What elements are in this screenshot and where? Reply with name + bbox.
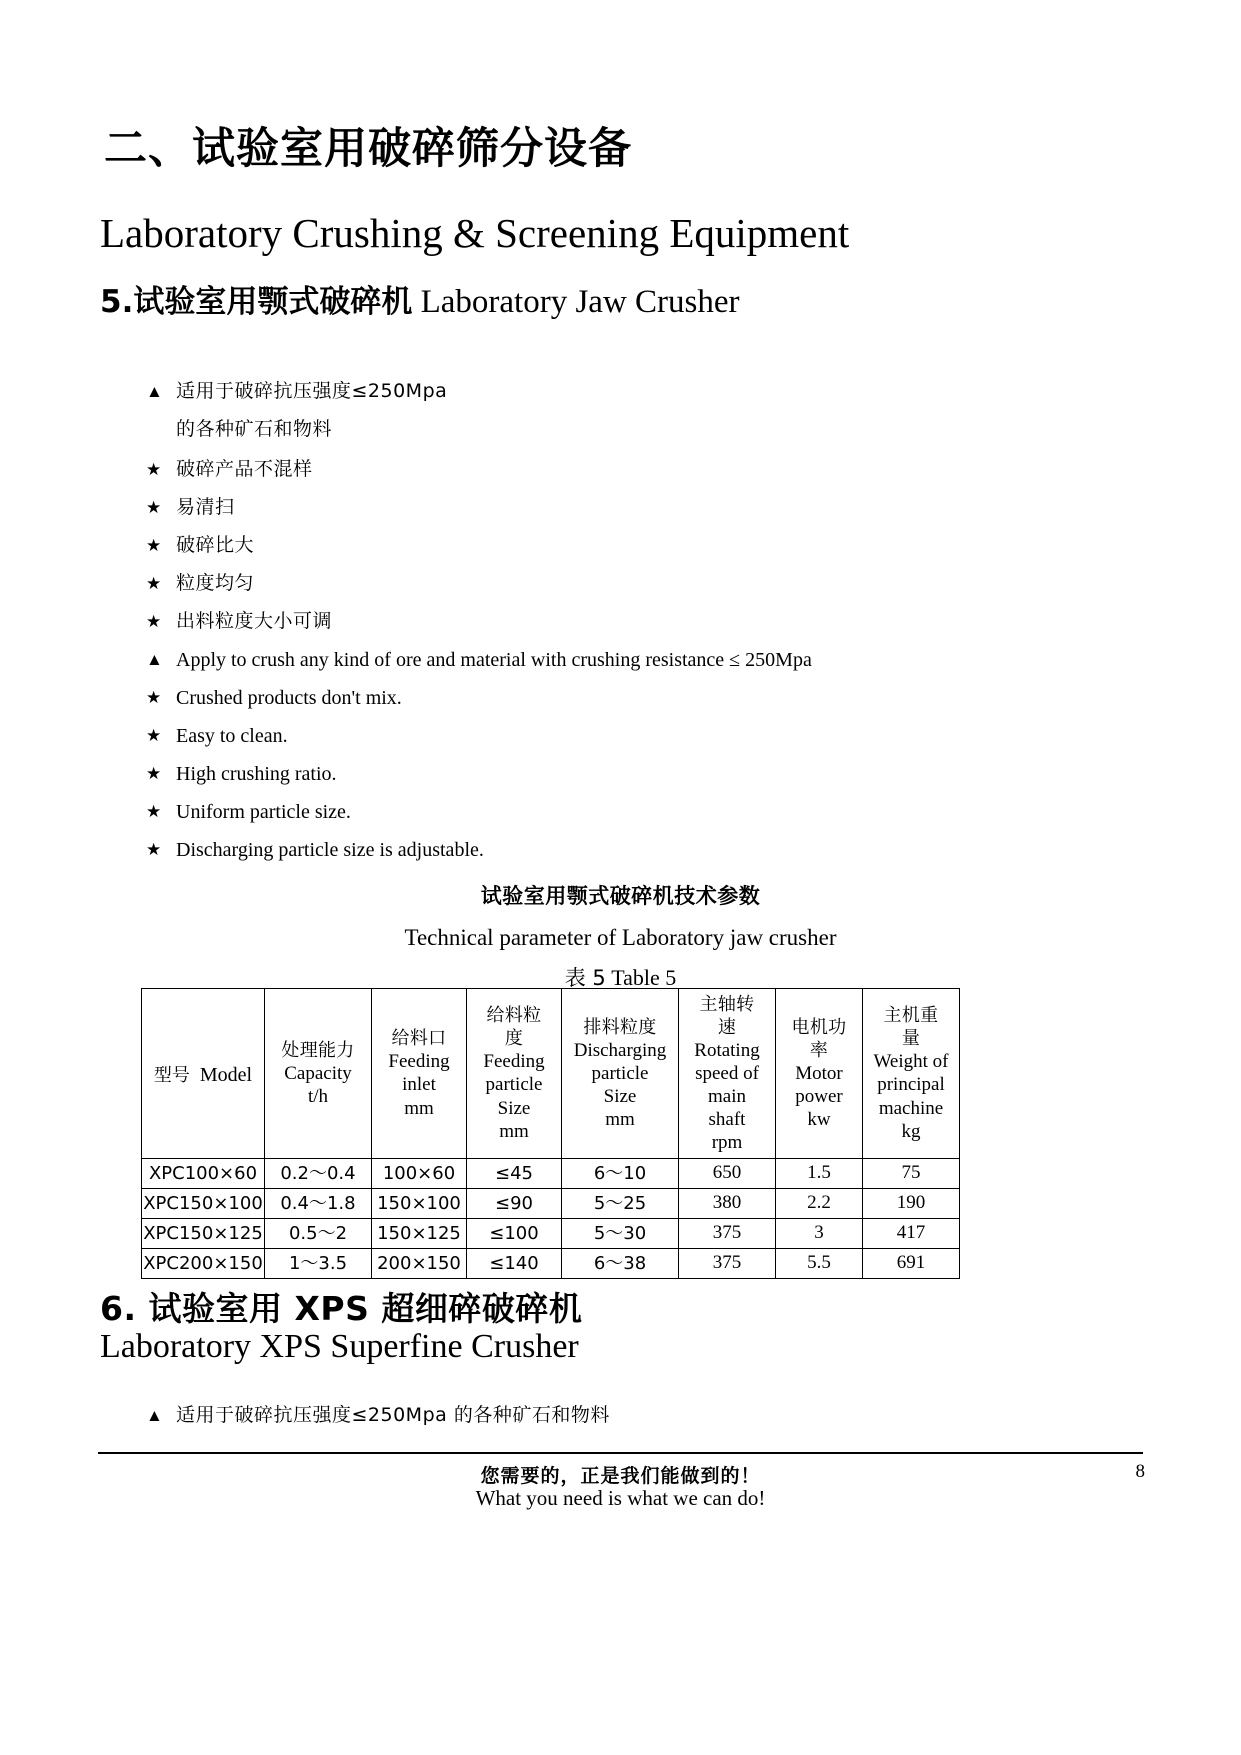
feature-item: [146, 606, 1026, 644]
table-header-chinese: 排料粒度: [583, 1016, 657, 1038]
star-bullet-icon: ★: [146, 536, 162, 555]
section-6-heading-chinese: 6. 试验室用 XPS 超细碎破碎机: [100, 1289, 583, 1328]
feature-item: [146, 454, 1026, 492]
table-cell: 200×150: [372, 1249, 467, 1279]
page-title-english: Laboratory Crushing & Screening Equipment: [100, 210, 850, 256]
star-bullet-icon: ★: [146, 764, 162, 783]
table-cell: 6～38: [562, 1249, 679, 1279]
table-cell: 0.5～2: [265, 1219, 372, 1249]
table-header-english: Capacity t/h: [284, 1062, 352, 1108]
spec-table: [141, 988, 960, 1279]
feature-item: [146, 530, 1026, 568]
table-cell: XPC150×100: [142, 1189, 265, 1219]
feature-item: [146, 720, 1026, 758]
table-header-cell: [467, 989, 562, 1159]
star-bullet-icon: ★: [146, 726, 162, 745]
feature-item-text: 破碎产品不混样: [176, 458, 313, 480]
table-cell: 375: [679, 1219, 776, 1249]
spec-table-body: [142, 1159, 960, 1279]
section-6-feature-list: [146, 1400, 1026, 1438]
table-header-chinese: 处理能力: [281, 1039, 355, 1061]
section-5-heading-chinese: 5.试验室用颚式破碎机: [100, 284, 413, 320]
table-header-chinese: 给料口: [391, 1028, 447, 1050]
feature-item: [146, 492, 1026, 530]
table-cell: 375: [679, 1249, 776, 1279]
table-header-row: [142, 989, 960, 1159]
feature-list: [146, 376, 1026, 872]
feature-item: [146, 568, 1026, 606]
star-bullet-icon: ★: [146, 498, 162, 517]
triangle-bullet-icon: ▲: [146, 1406, 163, 1425]
table-cell: 650: [679, 1159, 776, 1189]
feature-item: [146, 1400, 1026, 1438]
spec-table-wrapper: [141, 988, 959, 1279]
table-cell: 100×60: [372, 1159, 467, 1189]
spec-table-head: [142, 989, 960, 1159]
table-header-cell: [265, 989, 372, 1159]
page-title-chinese: 二、试验室用破碎筛分设备: [104, 124, 632, 174]
section-5-heading: [100, 283, 740, 322]
feature-item-text: Apply to crush any kind of ore and material with crushing resistance ≤ 250Mpa: [176, 649, 812, 671]
star-bullet-icon: ★: [146, 802, 162, 821]
feature-item-text: High crushing ratio.: [176, 763, 337, 785]
table-row: [142, 1189, 960, 1219]
star-bullet-icon: ★: [146, 840, 162, 859]
table-cell: 3: [776, 1219, 863, 1249]
table-header-cell: [142, 989, 265, 1159]
feature-item: [146, 834, 1026, 872]
footer-divider: [98, 1452, 1143, 1454]
table-header-english: Feeding particle Size mm: [483, 1051, 545, 1142]
table-cell: XPC150×125: [142, 1219, 265, 1249]
feature-item-text: Easy to clean.: [176, 725, 288, 747]
triangle-bullet-icon: ▲: [146, 382, 163, 401]
table-cell: ≤140: [467, 1249, 562, 1279]
table-header-english: Weight of principal machine kg: [873, 1051, 949, 1142]
feature-item-text: 粒度均匀: [176, 572, 255, 594]
page-number: 8: [1135, 1461, 1145, 1482]
feature-item: [146, 376, 1026, 414]
triangle-bullet-icon: ▲: [146, 650, 163, 669]
table-cell: ≤100: [467, 1219, 562, 1249]
feature-item: [146, 796, 1026, 834]
table-header-english: Rotating speed of main shaft rpm: [694, 1039, 760, 1154]
feature-item-text: 适用于破碎抗压强度≤250Mpa: [176, 380, 448, 402]
table-caption-chinese: 试验室用颚式破碎机技术参数: [480, 884, 761, 908]
feature-item: [146, 644, 1026, 682]
table-cell: XPC100×60: [142, 1159, 265, 1189]
section-6-heading-english: Laboratory XPS Superfine Crusher: [100, 1328, 579, 1365]
star-bullet-icon: ★: [146, 688, 162, 707]
feature-item: [146, 682, 1026, 720]
table-cell: XPC200×150: [142, 1249, 265, 1279]
table-header-cell: [372, 989, 467, 1159]
table-number-english: Table 5: [611, 965, 677, 990]
feature-item-text: 破碎比大: [176, 534, 255, 556]
table-cell: 5～30: [562, 1219, 679, 1249]
table-header-cell: [679, 989, 776, 1159]
table-cell: 5～25: [562, 1189, 679, 1219]
table-caption-english: Technical parameter of Laboratory jaw crusher: [404, 925, 837, 950]
feature-item-text: 易清扫: [176, 496, 235, 518]
table-header-text: 型号 Model: [153, 1063, 253, 1086]
table-cell: 2.2: [776, 1189, 863, 1219]
footer-slogan-chinese: 您需要的，正是我们能做到的！: [480, 1465, 761, 1487]
table-header-chinese: 电机功 率: [791, 1016, 847, 1061]
table-cell: 150×125: [372, 1219, 467, 1249]
table-cell: ≤90: [467, 1189, 562, 1219]
feature-item: [146, 758, 1026, 796]
table-cell: 6～10: [562, 1159, 679, 1189]
table-header-english: Discharging particle Size mm: [573, 1039, 667, 1131]
table-cell: 0.2～0.4: [265, 1159, 372, 1189]
table-cell: 691: [863, 1249, 960, 1279]
table-row: [142, 1159, 960, 1189]
table-cell: ≤45: [467, 1159, 562, 1189]
table-row: [142, 1249, 960, 1279]
table-row: [142, 1219, 960, 1249]
star-bullet-icon: ★: [146, 612, 162, 631]
table-cell: 1～3.5: [265, 1249, 372, 1279]
table-cell: 0.4～1.8: [265, 1189, 372, 1219]
table-cell: 75: [863, 1159, 960, 1189]
star-bullet-icon: ★: [146, 460, 162, 479]
table-cell: 417: [863, 1219, 960, 1249]
table-cell: 1.5: [776, 1159, 863, 1189]
feature-item-text: 出料粒度大小可调: [176, 610, 333, 632]
feature-item-text: Crushed products don't mix.: [176, 687, 402, 709]
table-header-cell: [776, 989, 863, 1159]
table-number-chinese: 表 5: [564, 966, 606, 990]
table-header-cell: [562, 989, 679, 1159]
footer-slogan-english: What you need is what we can do!: [475, 1486, 766, 1510]
table-cell: 5.5: [776, 1249, 863, 1279]
star-bullet-icon: ★: [146, 574, 162, 593]
table-cell: 190: [863, 1189, 960, 1219]
feature-item-text: 适用于破碎抗压强度≤250Mpa 的各种矿石和物料: [176, 1404, 610, 1426]
feature-item-continuation: 的各种矿石和物料: [176, 418, 333, 440]
feature-item-text: Uniform particle size.: [176, 801, 351, 823]
table-header-chinese: 主轴转 速: [699, 993, 755, 1038]
table-header-chinese: 给料粒 度: [486, 1005, 542, 1050]
section-5-heading-english: Laboratory Jaw Crusher: [420, 284, 740, 320]
table-cell: 380: [679, 1189, 776, 1219]
table-cell: 150×100: [372, 1189, 467, 1219]
table-header-cell: [863, 989, 960, 1159]
table-header-english: Feeding inlet mm: [388, 1051, 450, 1119]
feature-item-text: Discharging particle size is adjustable.: [176, 839, 484, 861]
table-header-english: Motor power kw: [795, 1062, 843, 1131]
table-header-chinese: 主机重 量: [883, 1005, 939, 1050]
